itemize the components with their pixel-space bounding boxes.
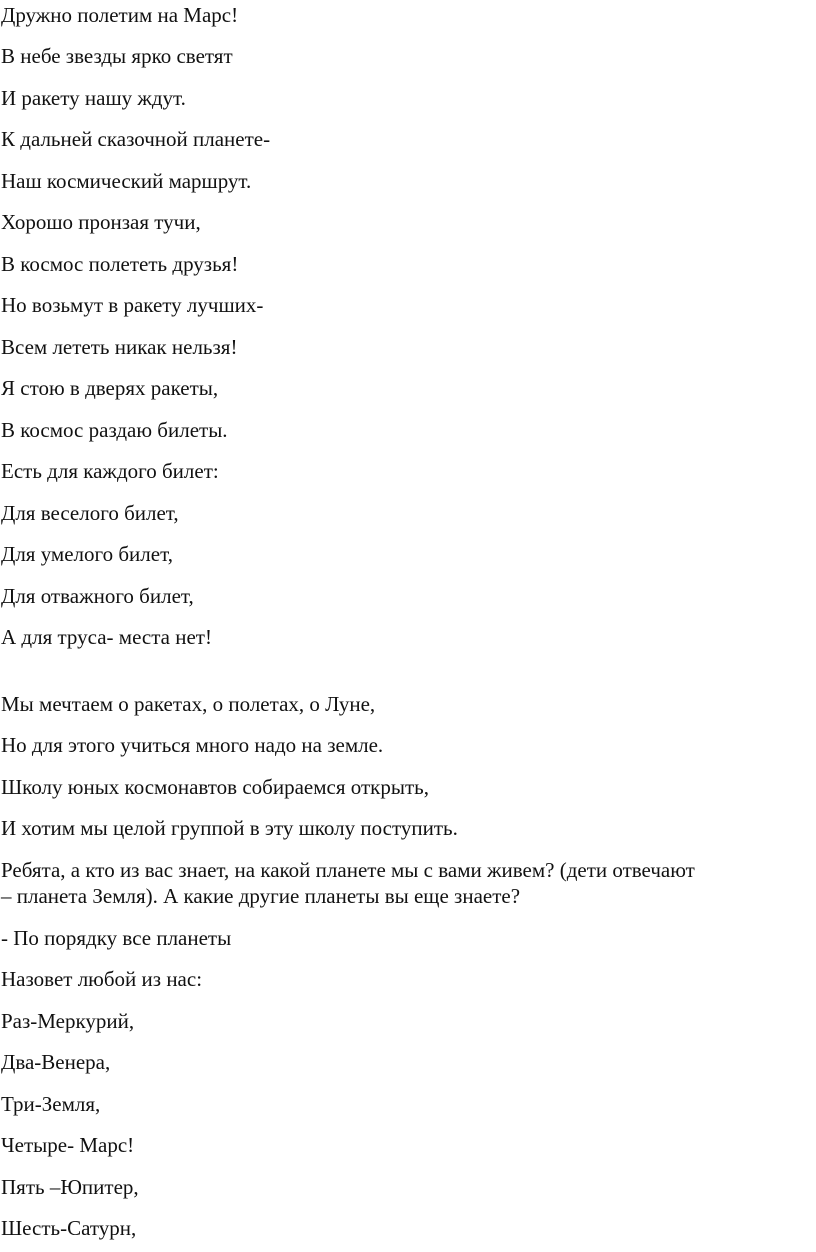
poem-line: Для умелого билет, (1, 542, 173, 566)
question-line-1: Ребята, а кто из вас знает, на какой планете мы с вами живем? (дети отвечают (1, 858, 695, 882)
poem-line: Четыре- Марс! (1, 1133, 135, 1157)
poem-line: В космос полететь друзья! (1, 252, 239, 276)
poem-line: Раз-Меркурий, (1, 1009, 135, 1033)
poem-line: А для труса- места нет! (1, 625, 212, 649)
poem-line: И хотим мы целой группой в эту школу поступить. (1, 816, 458, 840)
poem-line: Всем лететь никак нельзя! (1, 335, 238, 359)
poem-line: И ракету нашу ждут. (1, 86, 186, 110)
poem-line: Три-Земля, (1, 1092, 101, 1116)
poem-line: Мы мечтаем о ракетах, о полетах, о Луне, (1, 692, 376, 716)
poem-line: - По порядку все планеты (1, 926, 232, 950)
poem-line: Хорошо пронзая тучи, (1, 210, 201, 234)
poem-line: Школу юных космонавтов собираемся открыть, (1, 775, 429, 799)
poem-line: К дальней сказочной планете- (1, 127, 271, 151)
poem-line: Пять –Юпитер, (1, 1175, 139, 1199)
poem-line: Но для этого учиться много надо на земле. (1, 733, 384, 757)
poem-line: Для отважного билет, (1, 584, 194, 608)
poem-line: Шесть-Сатурн, (1, 1216, 137, 1240)
poem-line: В небе звезды ярко светят (1, 44, 233, 68)
question-line-2: – планета Земля). А какие другие планеты вы еще знаете? (1, 884, 521, 908)
poem-line: В космос раздаю билеты. (1, 418, 228, 442)
poem-line: Но возьмут в ракету лучших- (1, 293, 264, 317)
poem-line: Два-Венера, (1, 1050, 111, 1074)
poem-line: Для веселого билет, (1, 501, 179, 525)
poem-line: Дружно полетим на Марс! (1, 3, 239, 27)
poem-line: Я стою в дверях ракеты, (1, 376, 219, 400)
poem-line: Наш космический маршрут. (1, 169, 252, 193)
poem-line: Есть для каждого билет: (1, 459, 219, 483)
poem-line: Назовет любой из нас: (1, 967, 203, 991)
